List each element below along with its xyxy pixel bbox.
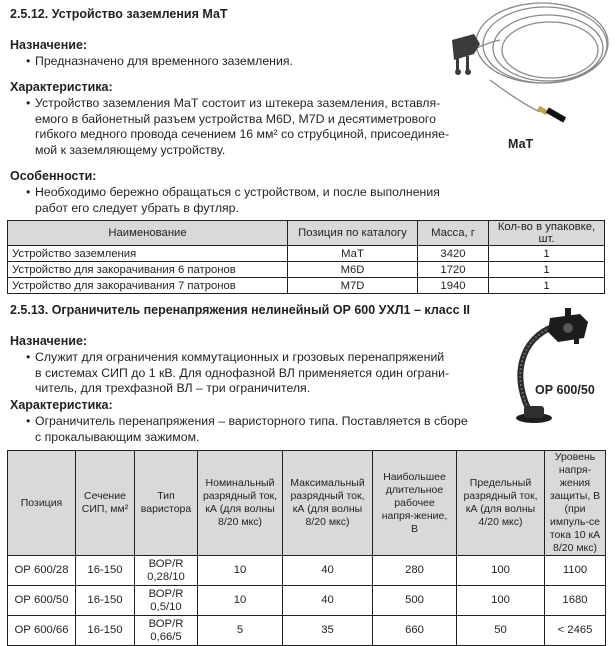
section-title-op600: 2.5.13. Ограничитель перенапряжения нелинейный ОР 600 УХЛ1 – класс II bbox=[10, 303, 471, 317]
col-header-catalog: Позиция по каталогу bbox=[288, 221, 418, 246]
table-row bbox=[8, 586, 606, 616]
cell-section: 16-150 bbox=[76, 556, 135, 586]
purpose-text bbox=[26, 350, 465, 397]
col-header-qty: Кол-во в упаковке, шт. bbox=[489, 221, 605, 246]
cell-catalog: МаТ bbox=[288, 246, 418, 262]
cell-varistor: ВОР/R 0,66/5 bbox=[135, 616, 198, 646]
purpose-text bbox=[26, 54, 293, 70]
characteristics-heading: Характеристика: bbox=[10, 80, 113, 94]
char-line: Ограничитель перенапряжения – варисторного типа. Поставляется в сборе bbox=[35, 414, 468, 428]
table-row bbox=[8, 262, 605, 278]
features-text bbox=[26, 185, 475, 216]
cell-protection-level: 1100 bbox=[545, 556, 606, 586]
purpose-line: читель, для трехфазной ВЛ – три ограничителя. bbox=[35, 381, 311, 395]
cell-section: 16-150 bbox=[76, 586, 135, 616]
col-header-limit-current: Предельный разрядный ток, кА (для волны 4/20 мкс) bbox=[457, 451, 545, 556]
cell-limit-current: 100 bbox=[457, 586, 545, 616]
feature-line: работ его следует убрать в футляр. bbox=[35, 200, 239, 215]
col-header-protection-level: Уровень напря-жения защиты, В (при импуль-се тока 10 кА 8/20 мкс) bbox=[545, 451, 606, 556]
cell-mass: 1940 bbox=[418, 278, 489, 294]
cell-varistor: ВОР/R 0,5/10 bbox=[135, 586, 198, 616]
cell-catalog: М6D bbox=[288, 262, 418, 278]
cell-qty: 1 bbox=[489, 246, 605, 262]
purpose-line: Служит для ограничения коммутационных и грозовых перенапряжений bbox=[35, 350, 445, 364]
mat-image-caption: МаТ bbox=[508, 137, 534, 151]
cell-name: Устройство заземления bbox=[8, 246, 288, 262]
characteristics-text bbox=[26, 96, 455, 158]
cell-section: 16-150 bbox=[76, 616, 135, 646]
table-header-row bbox=[8, 221, 605, 246]
cell-qty: 1 bbox=[489, 262, 605, 278]
cell-nominal-current: 10 bbox=[198, 556, 283, 586]
cell-qty: 1 bbox=[489, 278, 605, 294]
col-header-max-current: Максимальный разрядный ток, кА (для волны 8/20 мкс) bbox=[283, 451, 373, 556]
cell-voltage: 500 bbox=[373, 586, 457, 616]
table-row bbox=[8, 616, 606, 646]
cell-max-current: 35 bbox=[283, 616, 373, 646]
table-row bbox=[8, 556, 606, 586]
op600-arrester-image bbox=[470, 308, 610, 428]
cell-varistor: ВОР/R 0,28/10 bbox=[135, 556, 198, 586]
cell-mass: 3420 bbox=[418, 246, 489, 262]
cell-max-current: 40 bbox=[283, 556, 373, 586]
cell-limit-current: 100 bbox=[457, 556, 545, 586]
char-line: Устройство заземления МаТ состоит из штекера заземления, вставля- bbox=[35, 96, 441, 110]
purpose-heading: Назначение: bbox=[10, 38, 88, 52]
op600-specs-table bbox=[7, 450, 606, 646]
char-line: с прокалывающим зажимом. bbox=[35, 429, 200, 444]
purpose-line: Предназначено для временного заземления. bbox=[35, 54, 293, 68]
col-header-mass: Масса, г bbox=[418, 221, 489, 246]
bullet-icon: • bbox=[26, 185, 31, 199]
cell-position: ОР 600/50 bbox=[8, 586, 76, 616]
bullet-icon: • bbox=[26, 414, 31, 428]
cell-voltage: 660 bbox=[373, 616, 457, 646]
cell-protection-level: < 2465 bbox=[545, 616, 606, 646]
cell-nominal-current: 10 bbox=[198, 586, 283, 616]
table-header-row bbox=[8, 451, 606, 556]
bullet-icon: • bbox=[26, 54, 31, 68]
table-row bbox=[8, 246, 605, 262]
purpose-line: в системах СИП до 1 кВ. Для однофазной ВЛ применяется один ограни- bbox=[35, 365, 450, 380]
cell-name: Устройство для закорачивания 7 патронов bbox=[8, 278, 288, 294]
cell-position: ОР 600/28 bbox=[8, 556, 76, 586]
cell-voltage: 280 bbox=[373, 556, 457, 586]
cell-position: ОР 600/66 bbox=[8, 616, 76, 646]
mat-grounding-device-image bbox=[430, 0, 616, 135]
char-line: емого в байонетный разъем устройства М6D, М7D и десятиметрового bbox=[35, 111, 436, 126]
bullet-icon: • bbox=[26, 96, 31, 110]
char-line: гибкого медного провода сечением 16 мм² со струбциной, присоединяе- bbox=[35, 127, 450, 141]
characteristics-heading: Характеристика: bbox=[10, 398, 113, 412]
col-header-nominal-current: Номинальный разрядный ток, кА (для волны 8/20 мкс) bbox=[198, 451, 283, 556]
col-header-section: Сечение СИП, мм² bbox=[76, 451, 135, 556]
col-header-name: Наименование bbox=[8, 221, 288, 246]
cell-name: Устройство для закорачивания 6 патронов bbox=[8, 262, 288, 278]
features-heading: Особенности: bbox=[10, 169, 97, 183]
col-header-varistor: Тип варистора bbox=[135, 451, 198, 556]
cell-max-current: 40 bbox=[283, 586, 373, 616]
bullet-icon: • bbox=[26, 350, 31, 364]
cell-limit-current: 50 bbox=[457, 616, 545, 646]
op600-image-caption: ОР 600/50 bbox=[535, 383, 595, 397]
col-header-position: Позиция bbox=[8, 451, 76, 556]
cell-nominal-current: 5 bbox=[198, 616, 283, 646]
cell-mass: 1720 bbox=[418, 262, 489, 278]
feature-line: Необходимо бережно обращаться с устройством, и после выполнения bbox=[35, 185, 440, 199]
characteristics-text bbox=[26, 414, 475, 445]
char-line: мой к заземляющему устройству. bbox=[35, 142, 226, 157]
cell-catalog: М7D bbox=[288, 278, 418, 294]
section-title-mat: 2.5.12. Устройство заземления МаТ bbox=[10, 7, 228, 21]
mat-specs-table bbox=[7, 220, 605, 294]
purpose-heading: Назначение: bbox=[10, 334, 88, 348]
col-header-voltage: Наибольшее длительное рабочее напря-жение, В bbox=[373, 451, 457, 556]
cell-protection-level: 1680 bbox=[545, 586, 606, 616]
table-row bbox=[8, 278, 605, 294]
